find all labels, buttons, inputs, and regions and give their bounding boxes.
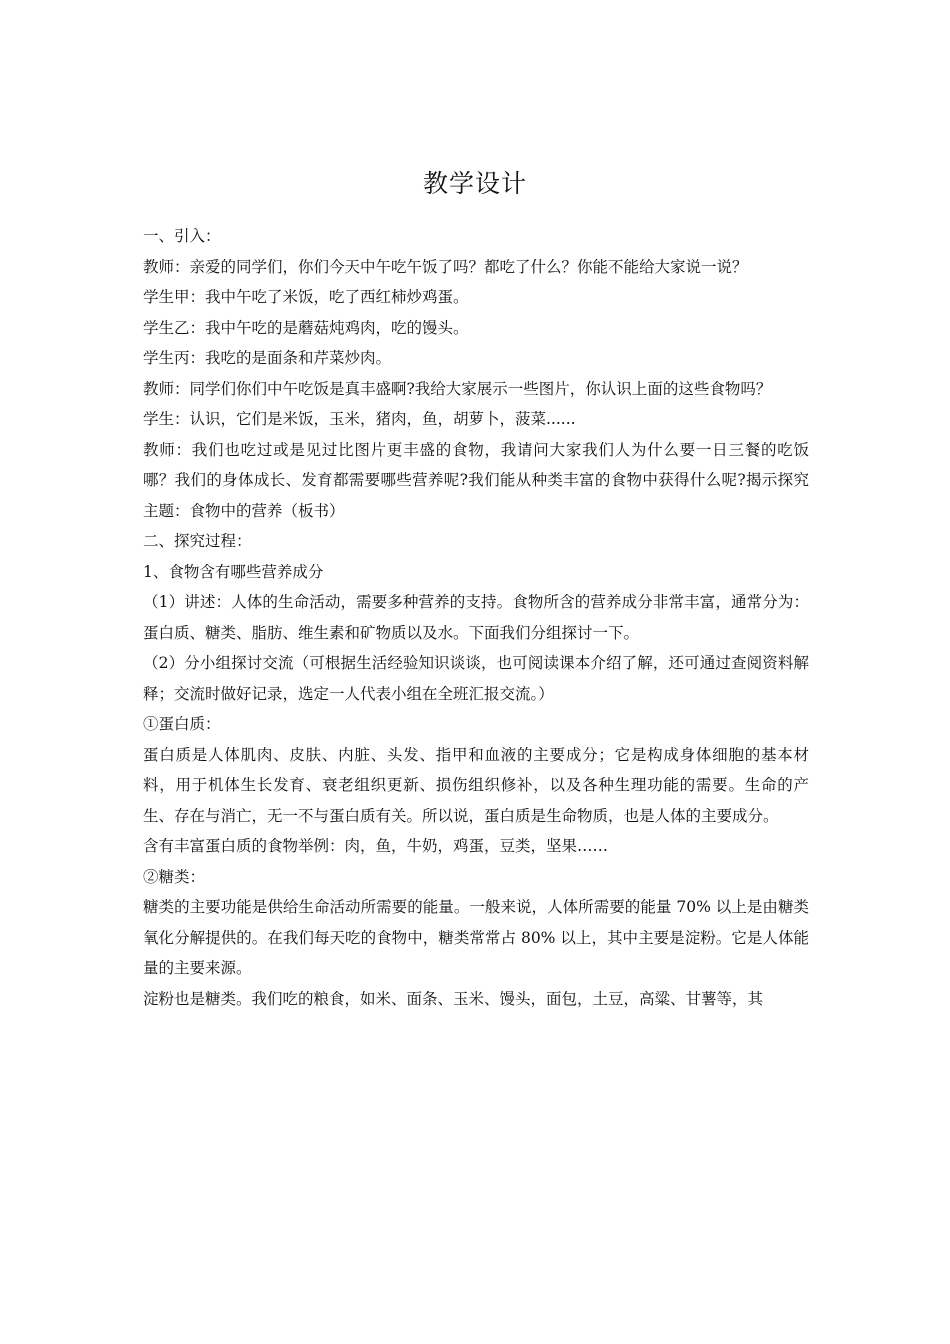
body-paragraph: （1）讲述：人体的生命活动，需要多种营养的支持。食物所含的营养成分非常丰富，通常分为：蛋白质、糖类、脂肪、维生素和矿物质以及水。下面我们分组探讨一下。 [143, 593, 809, 642]
body-paragraph: （2）分小组探讨交流（可根据生活经验知识谈谈，也可阅读课本介绍了解，还可通过查阅资料解释；交流时做好记录，选定一人代表小组在全班汇报交流。） [143, 654, 809, 703]
body-paragraph: 蛋白质是人体肌肉、皮肤、内脏、头发、指甲和血液的主要成分；它是构成身体细胞的基本材料，用于机体生长发育、衰老组织更新、损伤组织修补，以及各种生理功能的需要。生命的产生、存在与消亡，无一不与蛋白质有关。所以说，蛋白质是生命物质，也是人体的主要成分。 [143, 745, 809, 825]
subsection-heading: 1、食物含有哪些营养成分 [143, 562, 324, 581]
document-title: 教学设计 [422, 169, 527, 198]
section-heading-intro: 一、引入： [143, 227, 221, 245]
dialogue-line: 学生甲：我中午吃了米饭，吃了西红柿炒鸡蛋。 [143, 288, 469, 306]
dialogue-line: 教师：我们也吃过或是见过比图片更丰盛的食物，我请问大家我们人为什么要一日三餐的吃饭哪？我们的身体成长、发育都需要哪些营养呢?我们能从种类丰富的食物中获得什么呢?揭示探究主题：食物中的营养（板书） [143, 440, 809, 520]
dialogue-line: 教师：亲爱的同学们，你们今天中午吃午饭了吗？都吃了什么？你能不能给大家说一说？ [143, 257, 748, 276]
dialogue-line: 教师：同学们你们中午吃饭是真丰盛啊?我给大家展示一些图片，你认识上面的这些食物吗？ [143, 379, 772, 398]
body-paragraph: 淀粉也是糖类。我们吃的粮食，如米、面条、玉米、馒头，面包，土豆，高粱、甘薯等，其 [143, 989, 764, 1008]
document-body [143, 221, 809, 1014]
dialogue-line: 学生乙：我中午吃的是蘑菇炖鸡肉，吃的馒头。 [143, 318, 469, 337]
dialogue-line: 学生：认识，它们是米饭，玉米，猪肉，鱼，胡萝卜，菠菜...... [143, 410, 576, 428]
body-paragraph: 糖类的主要功能是供给生命活动所需要的能量。一般来说，人体所需要的能量 70% 以上是由糖类氧化分解提供的。在我们每天吃的食物中，糖类常常占 80% 以上，其中主要是淀粉。它是人体能量的主要来源。 [143, 898, 809, 977]
item-heading-protein: ①蛋白质： [143, 715, 221, 733]
section-heading-process: 二、探究过程： [143, 532, 252, 550]
dialogue-line: 学生丙：我吃的是面条和芹菜炒肉。 [143, 349, 392, 367]
item-heading-carbohydrate: ②糖类： [143, 867, 206, 886]
body-paragraph: 含有丰富蛋白质的食物举例：肉，鱼，牛奶，鸡蛋，豆类，坚果…… [143, 837, 609, 855]
